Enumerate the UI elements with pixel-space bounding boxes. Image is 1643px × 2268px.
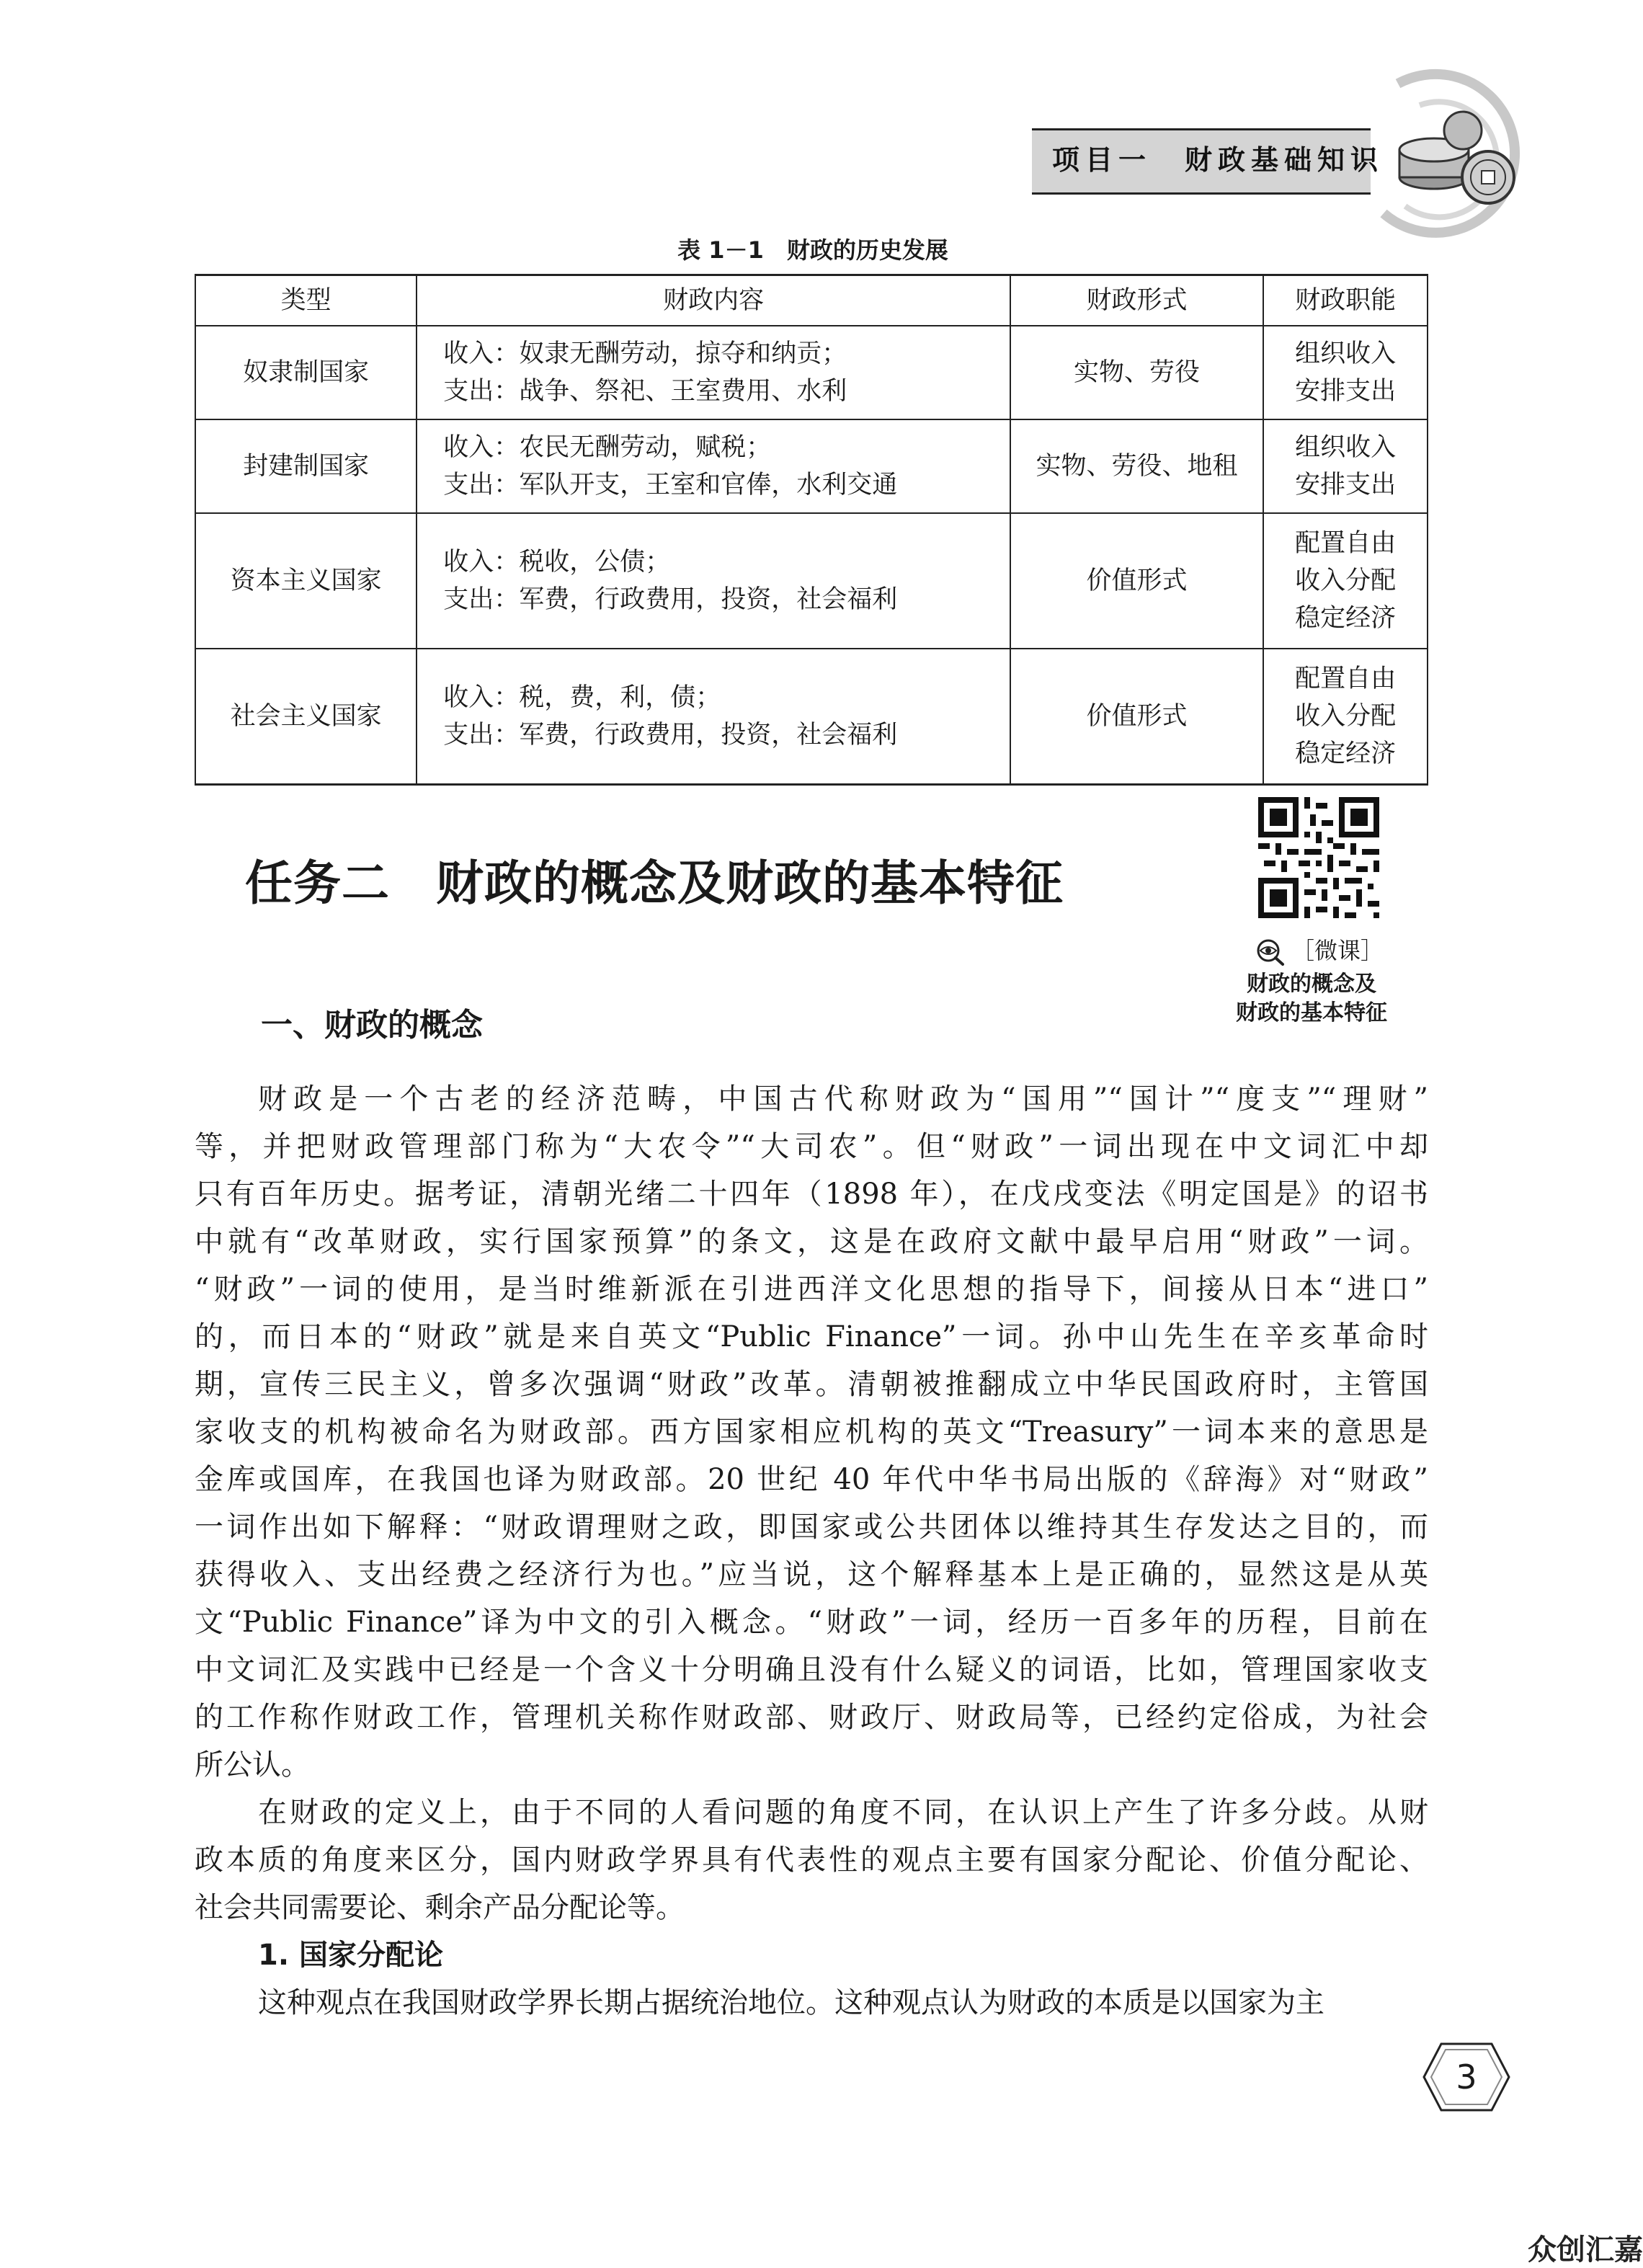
text-line: 政本质的角度来区分，国内财政学界具有代表性的观点主要有国家分配论、价值分配论、 xyxy=(195,1844,1428,1877)
text-line: 这种观点在我国财政学界长期占据统治地位。这种观点认为财政的本质是以国家为主 xyxy=(258,1986,1324,2019)
column-header: 财政职能 xyxy=(1263,275,1428,326)
form-cell: 价值形式 xyxy=(1010,513,1263,649)
table-row xyxy=(195,513,1428,649)
table-caption: 表 1－1 财政的历史发展 xyxy=(677,236,948,264)
function-cell: 配置自由 收入分配 稳定经济 xyxy=(1263,513,1428,649)
type-cell: 社会主义国家 xyxy=(195,649,417,784)
function-cell: 组织收入 安排支出 xyxy=(1263,326,1428,419)
text-line: 所公认。 xyxy=(195,1748,310,1782)
column-header: 财政形式 xyxy=(1010,275,1263,326)
content-cell: 收入：农民无酬劳动，赋税； 支出：军队开支，王室和官俸，水利交通 xyxy=(417,419,1010,513)
text-line: 只有百年历史。据考证，清朝光绪二十四年（1898 年），在戊戌变法《明定国是》的诏书 xyxy=(195,1178,1428,1211)
section-title xyxy=(245,845,1064,913)
body-text xyxy=(195,1075,1428,2027)
type-cell: 资本主义国家 xyxy=(195,513,417,649)
text-line: 等，并把财政管理部门称为“大农令”“大司农”。但“财政”一词出现在中文词汇中却 xyxy=(195,1130,1428,1163)
function-cell: 组织收入 安排支出 xyxy=(1263,419,1428,513)
text-line: 中文词汇及实践中已经是一个含义十分明确且没有什么疑义的词语，比如，管理国家收支 xyxy=(195,1653,1428,1686)
micro-lesson-label: ［微课］ xyxy=(1291,937,1384,964)
text-line: “财政”一词的使用，是当时维新派在引进西洋文化思想的指导下，间接从日本“进口” xyxy=(195,1273,1428,1306)
type-cell: 奴隶制国家 xyxy=(195,326,417,419)
table-row xyxy=(195,649,1428,784)
point-heading: 1. 国家分配论 xyxy=(258,1939,443,1972)
form-cell: 价值形式 xyxy=(1010,649,1263,784)
form-cell: 实物、劳役、地租 xyxy=(1010,419,1263,513)
text-line: 的工作称作财政工作，管理机关称作财政部、财政厅、财政局等，已经约定俗成，为社会 xyxy=(195,1701,1428,1734)
magnifier-eye-icon xyxy=(1254,938,1286,966)
running-header: 项目一 财政基础知识 xyxy=(1052,144,1384,176)
text-line: 文“Public Finance”译为中文的引入概念。“财政”一词，经历一百多年的历程，目前在 xyxy=(195,1606,1428,1639)
table-row xyxy=(195,326,1428,419)
finance-history-table xyxy=(195,274,1428,786)
text-line: 中就有“改革财政，实行国家预算”的条文，这是在政府文献中最早启用“财政”一词。 xyxy=(195,1225,1428,1258)
page-number: 3 xyxy=(1456,2058,1477,2096)
text-line: 在财政的定义上，由于不同的人看问题的角度不同，在认识上产生了许多分歧。从财 xyxy=(258,1796,1428,1829)
function-cell: 配置自由 收入分配 稳定经济 xyxy=(1263,649,1428,784)
text-line: 社会共同需要论、剩余产品分配论等。 xyxy=(195,1891,685,1924)
form-cell: 实物、劳役 xyxy=(1010,326,1263,419)
micro-lesson-tag[interactable] xyxy=(1254,933,1384,966)
watermark: 众创汇嘉 xyxy=(1528,2233,1643,2267)
text-line: 一词作出如下解释：“财政谓理财之政，即国家或公共团体以维持其生存发达之目的，而 xyxy=(195,1511,1428,1544)
table-row xyxy=(195,419,1428,513)
coin-emblem-icon xyxy=(1355,69,1542,249)
content-cell: 收入：税，费，利，债； 支出：军费，行政费用，投资，社会福利 xyxy=(417,649,1010,784)
task-label: 任务二 xyxy=(245,855,390,911)
text-line: 期，宣传三民主义，曾多次强调“财政”改革。清朝被推翻成立中华民国政府时，主管国 xyxy=(195,1368,1428,1401)
text-line: 金库或国库，在我国也译为财政部。20 世纪 40 年代中华书局出版的《辞海》对“财政” xyxy=(195,1463,1428,1496)
column-header: 类型 xyxy=(195,275,417,326)
subheading: 一、财政的概念 xyxy=(261,1007,483,1044)
text-line: 获得收入、支出经费之经济行为也。”应当说，这个解释基本上是正确的，显然这是从英 xyxy=(195,1558,1428,1591)
content-cell: 收入：税收，公债； 支出：军费，行政费用，投资，社会福利 xyxy=(417,513,1010,649)
column-header: 财政内容 xyxy=(417,275,1010,326)
text-line: 财政是一个古老的经济范畴，中国古代称财政为“国用”“国计”“度支”“理财” xyxy=(258,1082,1428,1116)
text-line: 家收支的机构被命名为财政部。西方国家相应机构的英文“Treasury”一词本来的意思是 xyxy=(195,1415,1428,1449)
qr-code[interactable] xyxy=(1258,797,1379,918)
content-cell: 收入：奴隶无酬劳动，掠夺和纳贡； 支出：战争、祭祀、王室费用、水利 xyxy=(417,326,1010,419)
text-line: 的，而日本的“财政”就是来自英文“Public Finance”一词。孙中山先生在辛亥革命时 xyxy=(195,1320,1428,1353)
table-header-row xyxy=(195,275,1428,326)
task-title: 财政的概念及财政的基本特征 xyxy=(436,855,1064,911)
micro-lesson-caption: 财政的概念及 财政的基本特征 xyxy=(1236,971,1387,1026)
type-cell: 封建制国家 xyxy=(195,419,417,513)
